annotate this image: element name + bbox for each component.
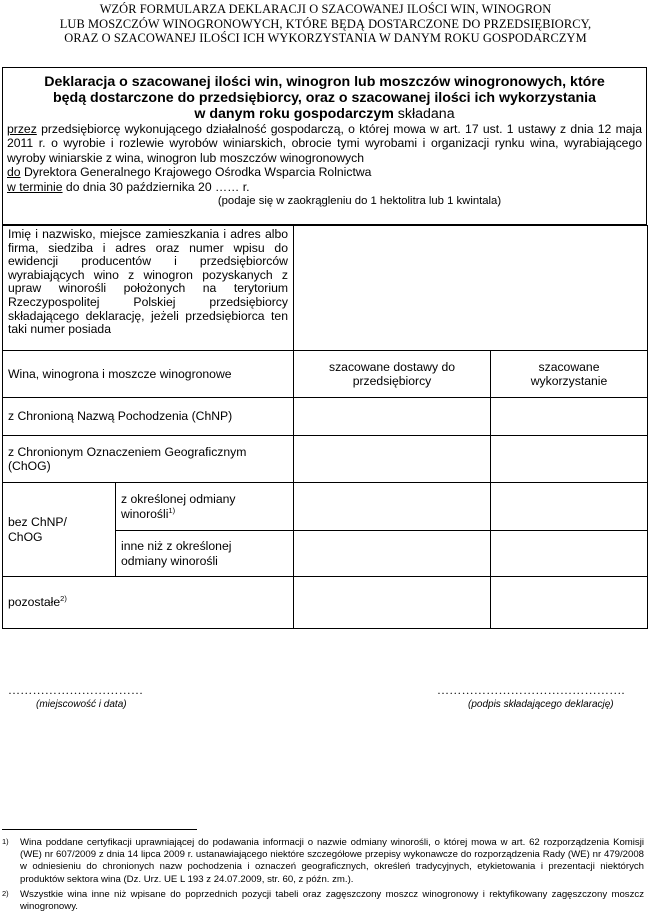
- declaration-title: [3, 74, 646, 122]
- declaration-body: [3, 122, 646, 194]
- other-variety-usage-cell[interactable]: [491, 531, 648, 577]
- chog-usage-cell[interactable]: [491, 436, 648, 483]
- col-header-deliveries: szacowane dostawy do przedsiębiorcy: [294, 351, 491, 398]
- row-chnp: [3, 398, 648, 436]
- row-other-text: pozostałe: [8, 595, 61, 610]
- other-variety-deliveries-cell[interactable]: [294, 531, 491, 577]
- sub-other-label: inne niż z określonej odmiany winorośli: [116, 531, 294, 577]
- footnote-1-text: Wina poddane certyfikacji uprawniającej do podawania informacji o nazwie odmiany winorośli, o której mowa w art. 62 rozporządzenia Komisji (WE) nr 607/2009 z dnia 14 lipca 2009 r. ustanawiającego niektóre szczegółowe przepisy wykonawcze do rozporządzenia Rady (WE) nr 479/2008 w odniesieniu do chronionych nazw pochodzenia i oznaczeń geograficznych, określeń tradycyjnych, etykietowania i prezentacji niektórych produktów sektora wina (Dz. Urz. UE L 193 z 24.07.2009, str. 60, z późn. zm.).: [20, 837, 644, 885]
- identity-row: [3, 226, 648, 351]
- other-deliveries-cell[interactable]: [294, 577, 491, 629]
- signature-line[interactable]: ……………………………………….: [437, 683, 625, 697]
- title-line-3: [9, 106, 640, 122]
- footnote-ref-1: 1): [168, 505, 176, 515]
- form-header: [0, 2, 651, 46]
- col-header-products: Wina, winogrona i moszcze winogronowe: [3, 351, 294, 398]
- declaration-deadline: [7, 180, 642, 194]
- do-label: do: [7, 165, 21, 180]
- header-line-1: WZÓR FORMULARZA DEKLARACJI O SZACOWANEJ ILOŚCI WIN, WINOGRON: [99, 2, 552, 16]
- place-date-line[interactable]: ……………………………: [8, 683, 144, 697]
- footnote-1-number: 1): [2, 837, 9, 846]
- footnote-2-text: Wszystkie wina inne niż wpisane do poprzednich pozycji tabeli oraz zagęszczony moszcz winogronowy i rektyfikowany zagęszczony moszcz winogronowy.: [20, 889, 644, 913]
- variety-usage-cell[interactable]: [491, 483, 648, 531]
- declaration-submitter: [7, 122, 642, 165]
- column-header-row: [3, 351, 648, 398]
- przez-label: przez: [7, 122, 37, 136]
- title-line-3-bold: w danym roku gospodarczym: [194, 106, 394, 122]
- title-line-1: Deklaracja o szacowanej ilości win, winogron lub moszczów winogronowych, które: [44, 74, 605, 90]
- przez-text: przedsiębiorcę wykonującego działalność gospodarczą, o której mowa w art. 17 ust. 1 ustawy z dnia 12 maja 2011 r. o wyrobie i rozlewie wyrobów winiarskich, obrocie tymi wyrobami i organizacji rynku wina, wyrabiającego wyroby winiarskie z wina, winogron lub moszczów winogronowych: [7, 122, 642, 165]
- declaration-box: [2, 67, 647, 225]
- footnote-divider: [2, 829, 197, 830]
- row-without-variety: [3, 483, 648, 531]
- chnp-usage-cell[interactable]: [491, 398, 648, 436]
- declaration-table: [2, 225, 648, 629]
- place-date-label: (miejscowość i data): [36, 699, 127, 710]
- identity-label: Imię i nazwisko, miejsce zamieszkania i adres albo firma, siedziba i adres oraz numer wpisu do ewidencji producentów i przedsiębiorców wyrabiających wino z winogron pozyskanych z upraw winorośli położonych na terytorium Rzeczypospolitej Polskiej przedsiębiorcy składającego deklarację, jeżeli przedsiębiorca ten taki numer posiada: [3, 226, 294, 351]
- signature-label: (podpis składającego deklarację): [468, 699, 614, 710]
- row-chog-label: z Chronionym Oznaczeniem Geograficznym (ChOG): [3, 436, 294, 483]
- footnote-2: [2, 889, 644, 913]
- row-chog: [3, 436, 648, 483]
- sub-variety-text: z określonej odmiany winorośli: [121, 492, 236, 521]
- row-without-label: bez ChNP/ ChOG: [3, 483, 116, 577]
- termin-label: w terminie: [7, 179, 63, 194]
- header-line-2: LUB MOSZCZÓW WINOGRONOWYCH, KTÓRE BĘDĄ DOSTARCZONE DO PRZEDSIĘBIORCY,: [59, 16, 592, 31]
- identity-input-cell[interactable]: [294, 226, 648, 351]
- termin-text: do dnia 30 października 20 …… r.: [62, 179, 250, 194]
- rounding-note: (podaje się w zaokrągleniu do 1 hektolitra lub 1 kwintala): [217, 195, 502, 208]
- footnote-1: [2, 837, 644, 886]
- chog-deliveries-cell[interactable]: [294, 436, 491, 483]
- row-other-label: [3, 577, 294, 629]
- declaration-recipient: [7, 165, 642, 179]
- header-line-3: ORAZ O SZACOWANEJ ILOŚCI ICH WYKORZYSTANIA W DANYM ROKU GOSPODARCZYM: [64, 31, 587, 45]
- sub-variety-label: [116, 483, 294, 531]
- do-text: Dyrektora Generalnego Krajowego Ośrodka Wsparcia Rolnictwa: [20, 165, 372, 180]
- variety-deliveries-cell[interactable]: [294, 483, 491, 531]
- other-usage-cell[interactable]: [491, 577, 648, 629]
- title-line-3-normal: składana: [393, 106, 455, 122]
- footnote-ref-2: 2): [60, 594, 67, 604]
- row-other: [3, 577, 648, 629]
- title-line-2: będą dostarczone do przedsiębiorcy, oraz o szacowanej ilości ich wykorzystania: [53, 90, 596, 106]
- chnp-deliveries-cell[interactable]: [294, 398, 491, 436]
- row-chnp-label: z Chronioną Nazwą Pochodzenia (ChNP): [3, 398, 294, 436]
- col-header-usage: szacowane wykorzystanie: [491, 351, 648, 398]
- footnote-2-number: 2): [2, 889, 9, 898]
